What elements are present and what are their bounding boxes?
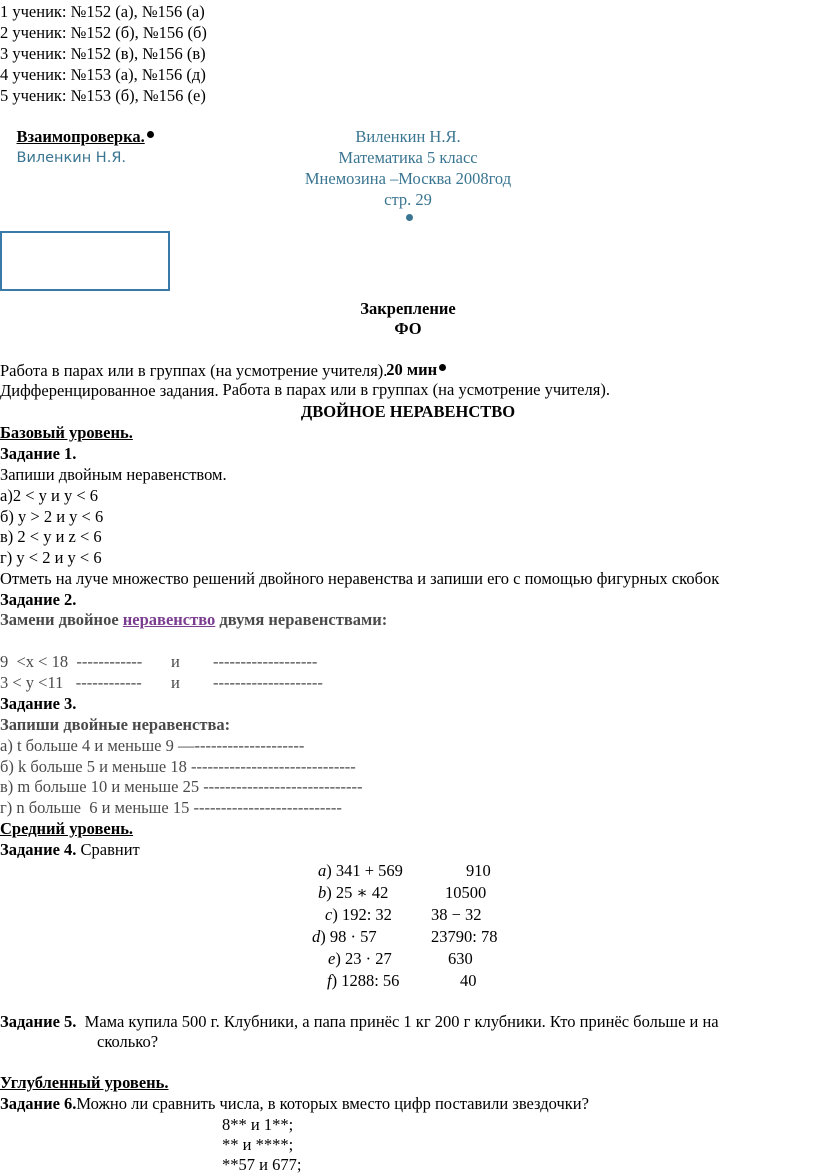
task-title: Задание 2. <box>0 590 77 609</box>
task5-line <box>0 1012 719 1032</box>
task-title-line <box>0 840 140 860</box>
level-heading: Углубленный уровень. <box>0 1073 169 1092</box>
task-instruction: Сравнит <box>80 840 140 859</box>
task6-line <box>0 1094 589 1114</box>
task-title: Задание 3. <box>0 694 77 713</box>
task-title: Задание 5. <box>0 1012 77 1031</box>
consolidation-time-note: Работа в парах или в группах (на усмотрение учителя). <box>222 380 610 399</box>
inequality-link[interactable]: неравенство <box>122 610 216 629</box>
inequality-blank: ------------------- <box>213 652 318 671</box>
bullet-icon <box>406 214 413 221</box>
compare-right: 40 <box>460 971 477 990</box>
compare-letter: a <box>318 861 327 880</box>
compare-letter: c <box>325 905 333 924</box>
compare-left <box>325 905 392 925</box>
task-title: Задание 1. <box>0 444 77 463</box>
peer-check-author: Виленкин Н.Я. <box>16 150 127 166</box>
task-item: ** и ****; <box>222 1135 294 1154</box>
task-item: г) у < 2 и у < 6 <box>0 548 102 567</box>
task-item: а) t больше 4 и меньше 9 —-------------------- <box>0 736 305 755</box>
task-item: в) 2 < у и z < 6 <box>0 527 102 546</box>
assignment-line: 2 ученик: №152 (б), №156 (б) <box>0 23 207 42</box>
compare-letter: b <box>318 883 327 902</box>
assignment-line: 1 ученик: №152 (а), №156 (а) <box>0 2 205 21</box>
compare-letter: e <box>328 949 336 968</box>
task-instruction: Запиши двойные неравенства: <box>0 715 231 734</box>
task-item: а)2 < у и у < 6 <box>0 486 99 505</box>
inequality-blank: -------------------- <box>213 673 323 692</box>
compare-left <box>328 949 392 969</box>
task-item: б) у > 2 и у < 6 <box>0 507 104 526</box>
compare-right: 910 <box>466 861 491 880</box>
source-page: стр. 29 <box>384 190 432 209</box>
task-instruction: Запиши двойным неравенством. <box>0 465 227 484</box>
source-book: Математика 5 класс <box>338 148 478 167</box>
consolidation-fo: ФО <box>394 319 422 338</box>
task-item: г) n больше 6 и меньше 15 --------------------------- <box>0 798 342 817</box>
topic-title: ДВОЙНОЕ НЕРАВЕНСТВО <box>300 402 516 421</box>
task-item: в) m больше 10 и меньше 25 ----------------------------- <box>0 777 363 796</box>
compare-left-expr: ) 1288: 56 <box>331 971 400 990</box>
inequality-expr: 9 <x < 18 ------------ <box>0 652 143 671</box>
empty-frame <box>0 231 170 291</box>
task-instruction: Можно ли сравнить числа, в которых вместо цифр поставили звездочки? <box>76 1094 589 1113</box>
inequality-expr: 3 < y <11 ------------ <box>0 673 142 692</box>
compare-left-expr: ) 98 · 57 <box>320 927 377 946</box>
compare-right: 23790: 78 <box>431 927 498 946</box>
task-title: Задание 6. <box>0 1094 77 1113</box>
inequality-and: и <box>171 673 180 692</box>
source-publisher: Мнемозина –Москва 2008год <box>304 169 512 188</box>
task-text: сколько? <box>97 1032 159 1051</box>
compare-letter: f <box>327 971 332 990</box>
consolidation-line: Работа в парах или в группах (на усмотрение учителя). <box>0 361 388 380</box>
consolidation-time: 20 мин <box>386 360 438 379</box>
consolidation-line: Дифференцированное задания. <box>0 381 219 400</box>
assignment-line: 4 ученик: №153 (а), №156 (д) <box>0 65 206 84</box>
assignment-line: 5 ученик: №153 (б), №156 (е) <box>0 86 206 105</box>
compare-left <box>318 861 403 881</box>
compare-right: 38 − 32 <box>431 905 482 924</box>
consolidation-title: Закрепление <box>360 299 456 318</box>
task-footer: Отметь на луче множество решений двойного неравенства и запиши его с помощью фигурных скобок <box>0 569 720 588</box>
compare-left <box>312 927 377 947</box>
task-instruction-post: двумя неравенствами: <box>215 610 388 629</box>
task-instruction <box>0 610 387 630</box>
compare-right: 10500 <box>445 883 487 902</box>
task-instruction-pre: Замени двойное <box>0 610 123 629</box>
peer-check-label: Взаимопроверка. <box>16 127 145 146</box>
bullet-icon <box>439 364 446 371</box>
task-text: Мама купила 500 г. Клубники, а папа принёс 1 кг 200 г клубники. Кто принёс больше и на <box>76 1012 719 1031</box>
inequality-and: и <box>171 652 180 671</box>
task-item: б) k больше 5 и меньше 18 ------------------------------ <box>0 757 356 776</box>
task-item: 8** и 1**; <box>222 1115 294 1134</box>
level-heading: Базовый уровень. <box>0 423 133 442</box>
source-author: Виленкин Н.Я. <box>355 127 461 146</box>
compare-left <box>327 971 399 991</box>
compare-left-expr: ) 23 · 27 <box>335 949 392 968</box>
level-heading: Средний уровень. <box>0 819 134 838</box>
compare-right: 630 <box>448 949 473 968</box>
task-title: Задание 4. <box>0 840 77 859</box>
task-item: **57 и 677; <box>222 1155 302 1174</box>
source-bullet <box>0 210 816 230</box>
compare-left-expr: ) 341 + 569 <box>326 861 403 880</box>
compare-left-expr: ) 25 ∗ 42 <box>326 883 389 902</box>
compare-left-expr: ) 192: 32 <box>332 905 392 924</box>
assignment-line: 3 ученик: №152 (в), №156 (в) <box>0 44 206 63</box>
compare-letter: d <box>312 927 321 946</box>
compare-left <box>318 883 388 903</box>
